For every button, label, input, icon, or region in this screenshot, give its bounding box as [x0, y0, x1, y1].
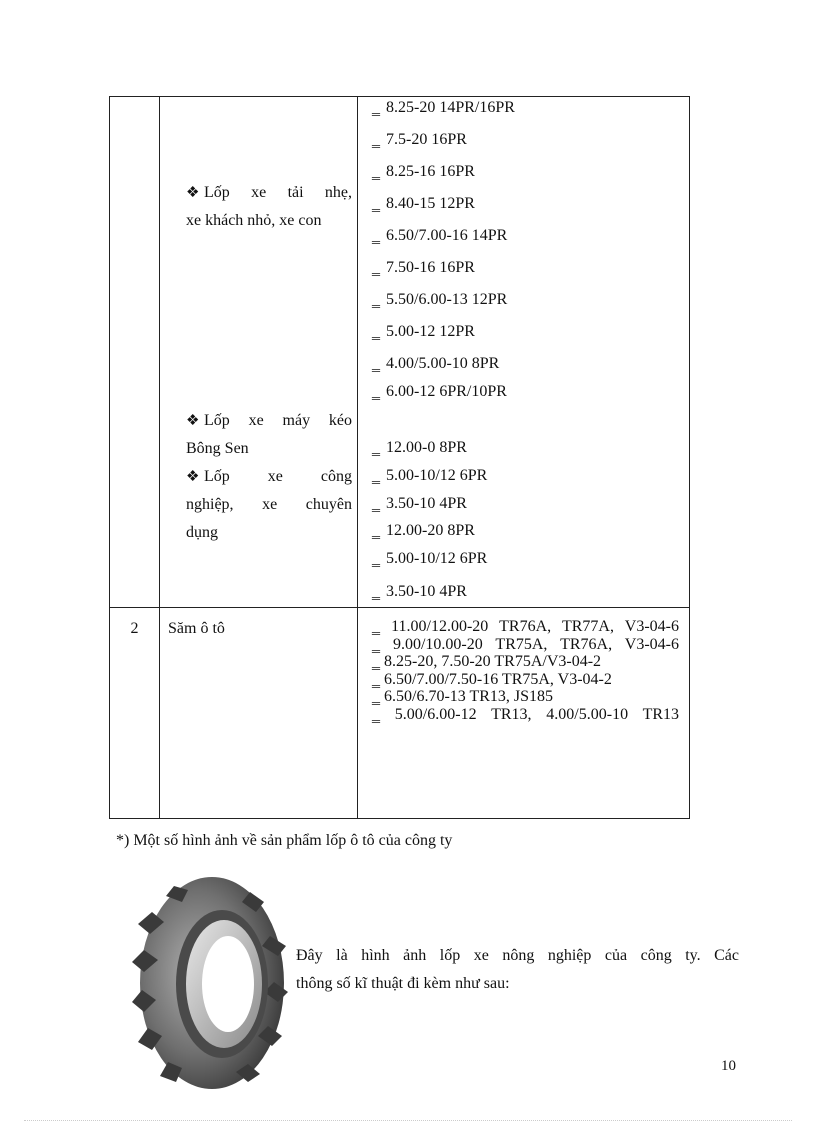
image-caption: *) Một số hình ảnh về sản phẩm lốp ô tô của công ty — [116, 832, 453, 849]
dash-bullet: ‗ — [372, 467, 380, 484]
dash-bullet: ‗ — [372, 163, 380, 180]
dash-bullet: ‗ — [372, 259, 380, 276]
dash-bullet: ‗ — [372, 195, 380, 212]
dash-bullet: ‗ — [372, 495, 380, 512]
dash-bullet: ‗ — [372, 323, 380, 340]
product-category-cell — [160, 608, 358, 819]
category-inner-tube: Săm ô tô — [168, 620, 225, 637]
row-number-cell — [110, 97, 160, 608]
table-row — [110, 608, 690, 819]
tire-size: 8.25-20 14PR/16PR — [386, 99, 515, 116]
tire-size: 8.40-15 12PR — [386, 195, 475, 212]
list-item — [372, 522, 475, 540]
tire-size: 12.00-0 8PR — [386, 439, 467, 456]
list-item: ‗ 6.50/6.70-13 TR13, JS185 — [372, 688, 554, 705]
tube-sizes-cell — [358, 608, 690, 819]
list-item — [372, 227, 507, 245]
tire-size: 6.50/7.00-16 14PR — [386, 227, 508, 244]
list-item — [372, 99, 515, 117]
tire-size: 5.50/6.00-13 12PR — [386, 291, 508, 308]
dash-bullet: ‗ — [372, 131, 380, 148]
tire-size: 5.00-12 12PR — [386, 323, 475, 340]
dash-bullet: ‗ — [372, 439, 380, 456]
list-item — [372, 323, 475, 341]
tire-size: 3.50-10 4PR — [386, 495, 467, 512]
list-item — [372, 439, 467, 457]
list-item — [372, 550, 487, 568]
list-item — [372, 163, 475, 181]
diamond-bullet-icon: ❖ — [186, 185, 200, 201]
table-row — [110, 97, 690, 608]
diamond-bullet-icon: ❖ — [186, 469, 200, 485]
category-light-truck: ❖ Lốp xe tải nhẹ, xe khách nhỏ, xe con — [186, 179, 352, 235]
list-item: ‗ 9.00/10.00-20 TR75A, TR76A, V3-04-6 — [372, 635, 679, 653]
diamond-bullet-icon: ❖ — [186, 413, 200, 429]
product-spec-table — [109, 96, 690, 819]
list-item — [372, 259, 475, 277]
list-item: ‗ 6.50/7.00/7.50-16 TR75A, V3-04-2 — [372, 670, 612, 688]
list-item — [372, 195, 475, 213]
tire-size: 12.00-20 8PR — [386, 522, 475, 539]
row-number-cell — [110, 608, 160, 819]
page-number: 10 — [721, 1058, 736, 1074]
tire-size: 4.00/5.00-10 8PR — [386, 355, 500, 372]
list-item: ‗ 5.00/6.00-12 TR13, 4.00/5.00-10 TR13 — [372, 705, 680, 723]
tire-size: 5.00-10/12 6PR — [386, 467, 488, 484]
list-item: ‗ 8.25-20, 7.50-20 TR75A/V3-04-2 — [372, 653, 602, 670]
dash-bullet: ‗ — [372, 99, 380, 116]
list-item — [372, 495, 467, 513]
list-item — [372, 583, 467, 601]
dash-bullet: ‗ — [372, 227, 380, 244]
tractor-tire-icon — [130, 872, 290, 1094]
tire-size: 6.00-12 6PR/10PR — [386, 383, 507, 400]
list-item: ‗ 11.00/12.00-20 TR76A, TR77A, V3-04-6 — [372, 618, 679, 635]
tire-size: 8.25-16 16PR — [386, 163, 475, 180]
product-category-cell — [160, 97, 358, 608]
image-description: Đây là hình ảnh lốp xe nông nghiệp của công ty. Các thông số kĩ thuật đi kèm như sau: — [296, 947, 739, 992]
row-number: 2 — [130, 620, 139, 637]
tire-sizes-cell — [358, 97, 690, 608]
list-item — [372, 355, 499, 373]
dash-bullet: ‗ — [372, 355, 380, 372]
dash-bullet: ‗ — [372, 522, 380, 539]
footer-divider — [24, 1120, 792, 1121]
list-item — [372, 291, 507, 309]
category-tractor: ❖ Lốp xe máy kéo Bông Sen — [186, 407, 352, 463]
list-item — [372, 383, 507, 401]
tube-size-list — [358, 608, 689, 723]
dash-bullet: ‗ — [372, 550, 380, 567]
list-item — [372, 467, 487, 485]
tire-size: 3.50-10 4PR — [386, 583, 467, 600]
dash-bullet: ‗ — [372, 583, 380, 600]
dash-bullet: ‗ — [372, 383, 380, 400]
category-industrial: ❖ Lốp xe công nghiệp, xe chuyên dụng — [186, 463, 352, 547]
tire-size: 7.50-16 16PR — [386, 259, 475, 276]
tire-size: 7.5-20 16PR — [386, 131, 467, 148]
tire-size: 5.00-10/12 6PR — [386, 550, 488, 567]
dash-bullet: ‗ — [372, 291, 380, 308]
list-item — [372, 131, 467, 149]
